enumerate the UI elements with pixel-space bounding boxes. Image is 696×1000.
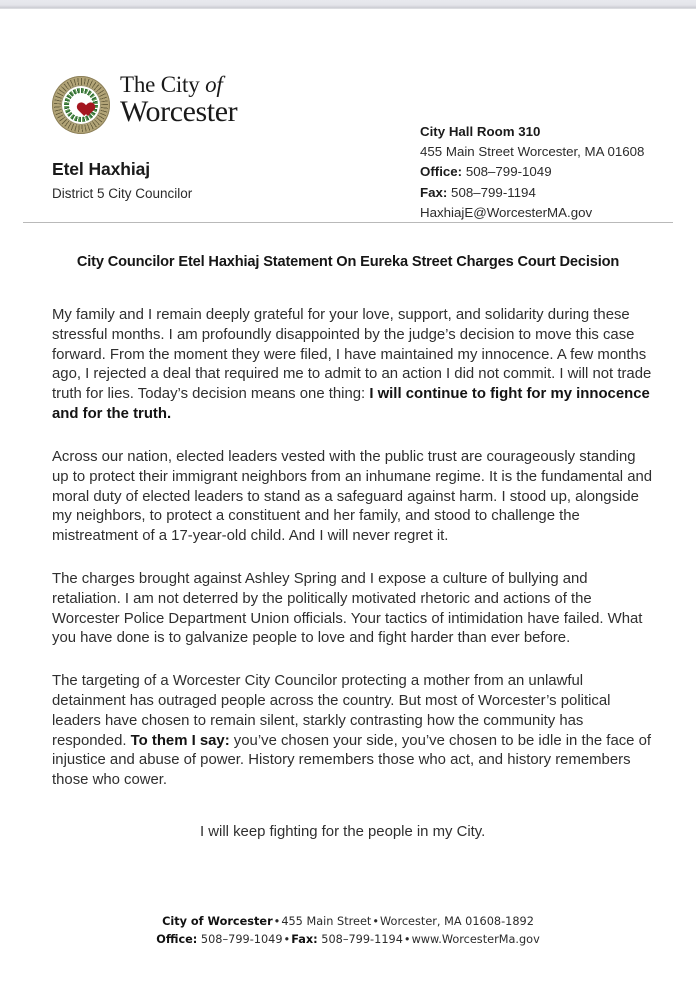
footer-website[interactable]: www.WorcesterMa.gov — [411, 932, 540, 946]
city-wordmark — [120, 72, 237, 127]
footer-fax-label: Fax: — [291, 932, 318, 946]
statement-body — [52, 306, 656, 866]
closing-line: I will keep fighting for the people in my City. — [200, 824, 486, 841]
contact-email: HaxhiajE@WorcesterMA.gov — [420, 204, 593, 220]
footer-separator-2: • — [372, 915, 380, 928]
contact-office-line — [420, 162, 644, 182]
document-title: City Councilor Etel Haxhiaj Statement On Eureka Street Charges Court Decision — [76, 254, 620, 270]
letterhead — [0, 72, 696, 222]
paragraph-4 — [52, 672, 656, 791]
wordmark-of: of — [205, 72, 223, 97]
seal-heart-icon — [73, 97, 90, 113]
contact-office-label: Office: — [420, 164, 463, 180]
contact-office-value: 508–799-1049 — [465, 164, 552, 180]
contact-block — [420, 122, 644, 223]
councilor-title: District 5 City Councilor — [52, 186, 193, 201]
contact-fax-value: 508–799-1194 — [451, 184, 536, 200]
paragraph-1-text: My family and I remain deeply grateful for your love, support, and solidarity during these stressful months. I am profoundly disappointed by the judge’s decision to move this case forward. From the moment they were filed, I have maintained my innocence. A few months ago, I rejected a deal that required me to admit to an action I did not commit. I will not trade truth for lies. Today’s decision means one thing: — [52, 307, 652, 403]
footer-city-state-zip: Worcester, MA 01608-1892 — [380, 915, 534, 928]
contact-address: 455 Main Street Worcester, MA 01608 — [420, 144, 645, 160]
header-divider — [23, 222, 673, 223]
page-footer — [0, 913, 696, 948]
brand-block — [52, 72, 382, 201]
footer-separator-4: • — [403, 932, 411, 946]
city-seal-icon — [52, 76, 110, 134]
paragraph-1-emphasis: I will continue to fight for my innocence and for the truth. — [52, 386, 650, 423]
viewer-top-edge — [0, 0, 696, 9]
paragraph-3: The charges brought against Ashley Spring and I expose a culture of bullying and retaliation. I am not deterred by the politically motivated rhetoric and actions of the Worcester Police Department Union officials. Your tactics of intimidation have failed. What you have done is to galvanize people to love and fight harder than ever before. — [52, 570, 643, 647]
footer-separator-3: • — [283, 932, 291, 946]
contact-room: City Hall Room 310 — [420, 124, 541, 139]
paragraph-4-text-end: you’ve chosen your side, you’ve chosen to be idle in the face of injustice and abuse of power. History remembers those who act, and history remembers those who cower. — [52, 732, 652, 789]
wordmark-line-1 — [120, 73, 237, 96]
contact-fax-label: Fax: — [420, 184, 448, 200]
paragraph-4-emphasis: To them I say: — [130, 732, 230, 749]
footer-fax-value: 508–799-1194 — [321, 932, 403, 946]
document-page — [0, 9, 696, 1000]
brand-row — [52, 72, 382, 134]
footer-office-label: Office: — [156, 932, 198, 946]
footer-office-value: 508–799-1049 — [200, 932, 283, 946]
paragraph-1 — [52, 306, 656, 425]
footer-line-2 — [0, 931, 696, 949]
footer-line-1 — [0, 913, 696, 931]
footer-street: 455 Main Street — [281, 915, 372, 928]
paragraph-2: Across our nation, elected leaders vested with the public trust are courageously standing up to protect their immigrant neighbors from an inhumane regime. It is the fundamental and moral duty of elected leaders to stand as a safeguard against harm. I stood up, alongside my neighbors, to protect a constituent and her family, and stood to challenge the mistreatment of a 17-year-old child. And I will never regret it. — [52, 448, 653, 545]
contact-fax-line — [420, 183, 644, 203]
wordmark-the-city: The City — [120, 72, 200, 97]
footer-separator-1: • — [273, 915, 281, 928]
paragraph-4-text-start: The targeting of a Worcester City Councilor protecting a mother from an unlawful detainment has outraged people across the country. But most of Worcester’s political leaders have chosen to remain silent, starkly contrasting how the community has responded. — [52, 673, 611, 749]
councilor-name: Etel Haxhiaj — [52, 159, 151, 179]
wordmark-worcester: Worcester — [120, 95, 238, 128]
footer-city-name: City of Worcester — [162, 915, 273, 928]
